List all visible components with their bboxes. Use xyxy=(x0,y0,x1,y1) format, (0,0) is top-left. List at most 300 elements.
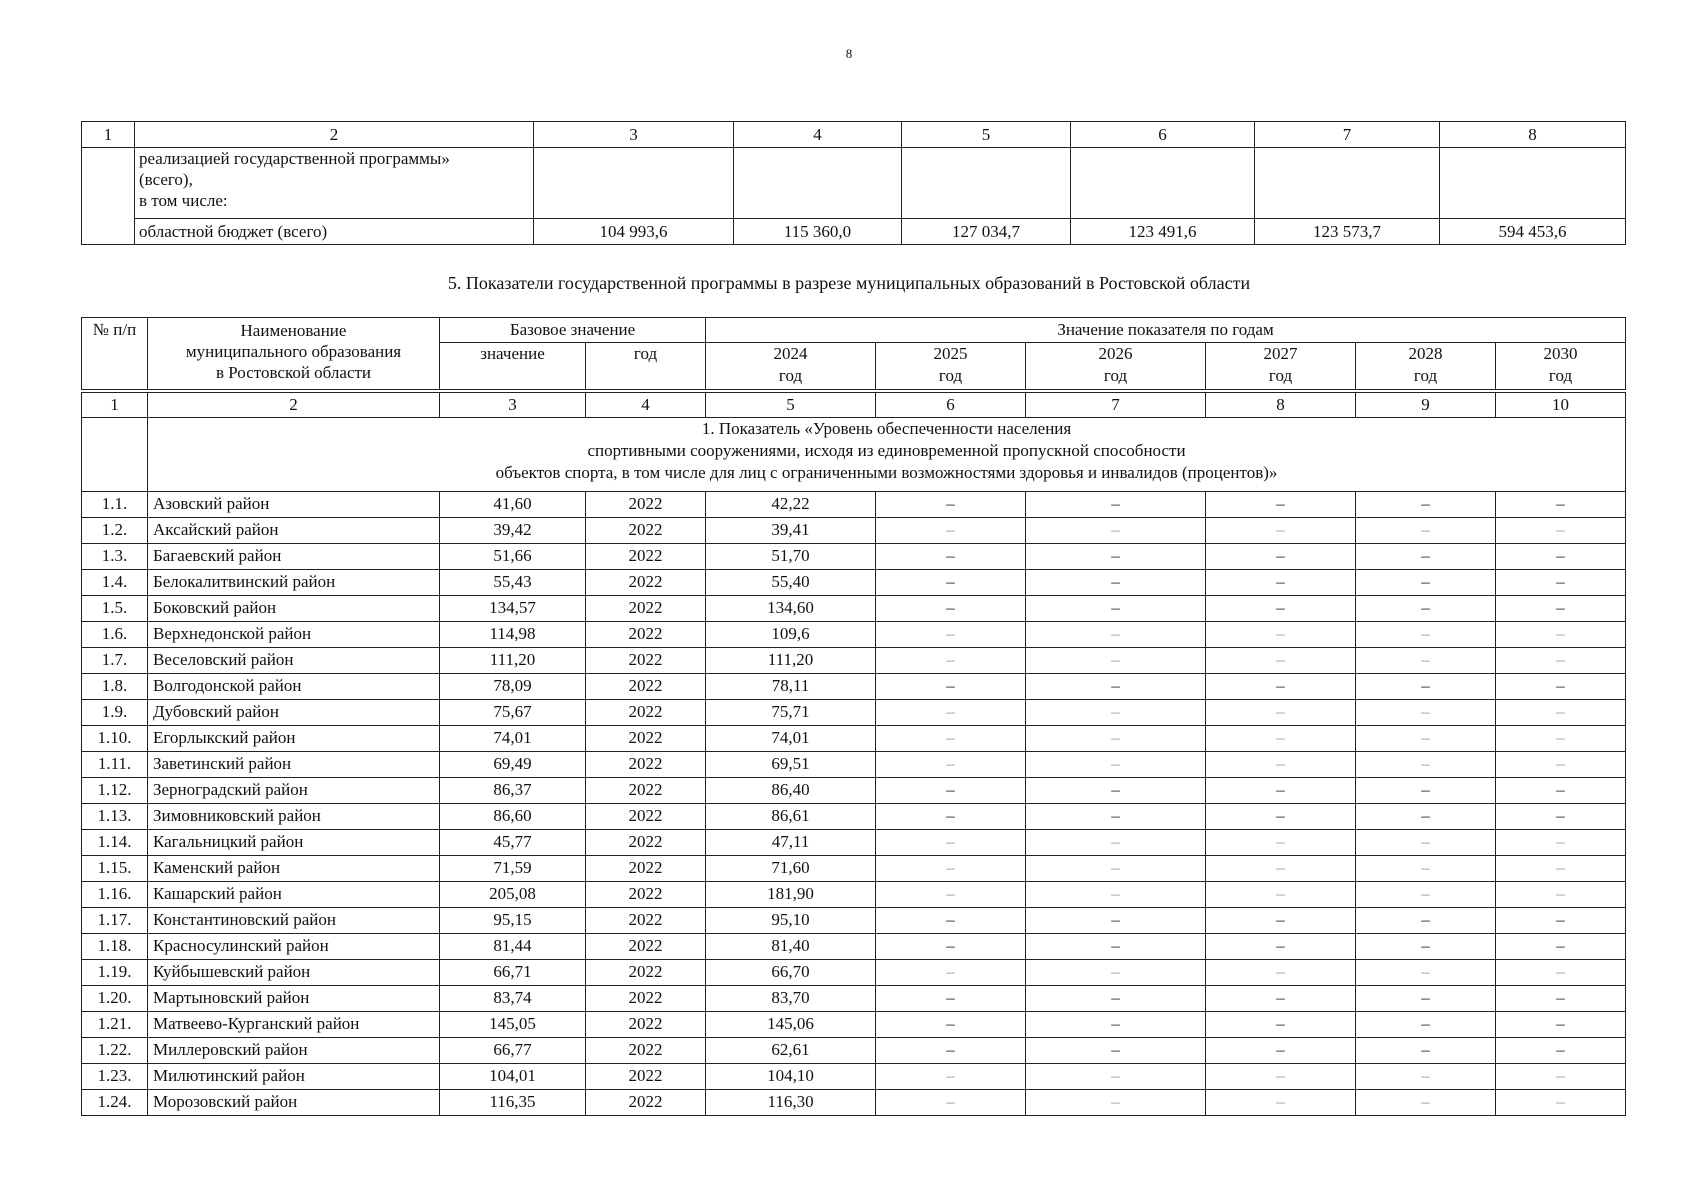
dash-cell: – xyxy=(1496,492,1626,518)
header-year xyxy=(876,343,1026,392)
base-value: 66,77 xyxy=(440,1038,586,1064)
dash-cell: – xyxy=(876,856,1026,882)
base-year: 2022 xyxy=(586,492,706,518)
value-2024: 111,20 xyxy=(706,648,876,674)
column-number: 1 xyxy=(82,122,135,148)
dash-cell: – xyxy=(1206,596,1356,622)
base-value: 51,66 xyxy=(440,544,586,570)
dash-cell: – xyxy=(1026,908,1206,934)
municipality-name: Морозовский район xyxy=(148,1090,440,1116)
year-unit: год xyxy=(1413,366,1438,385)
header-base-value: значение xyxy=(440,343,586,392)
header-year xyxy=(706,343,876,392)
row-number: 1.19. xyxy=(82,960,148,986)
base-year: 2022 xyxy=(586,856,706,882)
year-unit: год xyxy=(1548,366,1573,385)
municipality-name: Константиновский район xyxy=(148,908,440,934)
dash-cell: – xyxy=(1206,778,1356,804)
table-row xyxy=(82,986,1626,1012)
year-label: 2030 xyxy=(1543,344,1578,363)
column-number: 2 xyxy=(148,391,440,418)
budget-value: 104 993,6 xyxy=(534,219,734,245)
dash-cell: – xyxy=(1356,830,1496,856)
table-row xyxy=(82,622,1626,648)
empty-cell xyxy=(1071,148,1255,219)
row-number: 1.24. xyxy=(82,1090,148,1116)
dash-cell: – xyxy=(1026,700,1206,726)
municipality-name: Зерноградский район xyxy=(148,778,440,804)
value-2024: 134,60 xyxy=(706,596,876,622)
dash-cell: – xyxy=(876,960,1026,986)
base-value: 74,01 xyxy=(440,726,586,752)
value-2024: 42,22 xyxy=(706,492,876,518)
table-row xyxy=(82,856,1626,882)
dash-cell: – xyxy=(1206,908,1356,934)
value-2024: 83,70 xyxy=(706,986,876,1012)
header-year xyxy=(1026,343,1206,392)
year-label: 2027 xyxy=(1263,344,1298,363)
dash-cell: – xyxy=(1356,648,1496,674)
description-line: (всего), xyxy=(139,170,193,189)
dash-cell: – xyxy=(1356,934,1496,960)
dash-cell: – xyxy=(1026,1038,1206,1064)
table-row xyxy=(82,674,1626,700)
section-title: 5. Показатели государственной программы в разрезе муниципальных образований в Ростовской области xyxy=(447,273,1251,293)
dash-cell: – xyxy=(1496,908,1626,934)
value-2024: 71,60 xyxy=(706,856,876,882)
row-number: 1.17. xyxy=(82,908,148,934)
row-number: 1.3. xyxy=(82,544,148,570)
dash-cell: – xyxy=(1496,1090,1626,1116)
base-year: 2022 xyxy=(586,1090,706,1116)
dash-cell: – xyxy=(1356,882,1496,908)
municipality-name: Милютинский район xyxy=(148,1064,440,1090)
value-2024: 104,10 xyxy=(706,1064,876,1090)
table-row xyxy=(82,804,1626,830)
dash-cell: – xyxy=(1356,804,1496,830)
dash-cell: – xyxy=(1356,492,1496,518)
row-number: 1.22. xyxy=(82,1038,148,1064)
base-value: 95,15 xyxy=(440,908,586,934)
base-value: 66,71 xyxy=(440,960,586,986)
indicator-line: 1. Показатель «Уровень обеспеченности населения xyxy=(701,419,1072,438)
base-year: 2022 xyxy=(586,544,706,570)
dash-cell: – xyxy=(1496,778,1626,804)
header-year xyxy=(1356,343,1496,392)
column-number: 6 xyxy=(1071,122,1255,148)
base-value: 45,77 xyxy=(440,830,586,856)
municipality-name: Зимовниковский район xyxy=(148,804,440,830)
column-number: 10 xyxy=(1496,391,1626,418)
dash-cell: – xyxy=(1026,1064,1206,1090)
value-2024: 81,40 xyxy=(706,934,876,960)
data-rows xyxy=(82,492,1626,1116)
dash-cell: – xyxy=(1356,960,1496,986)
table-row xyxy=(82,908,1626,934)
dash-cell: – xyxy=(1496,1012,1626,1038)
base-year: 2022 xyxy=(586,908,706,934)
dash-cell: – xyxy=(1356,1038,1496,1064)
municipality-name: Дубовский район xyxy=(148,700,440,726)
indicator-heading-row xyxy=(82,418,1626,492)
value-2024: 86,40 xyxy=(706,778,876,804)
dash-cell: – xyxy=(1496,596,1626,622)
base-value: 111,20 xyxy=(440,648,586,674)
row-number: 1.13. xyxy=(82,804,148,830)
dash-cell: – xyxy=(1206,700,1356,726)
dash-cell: – xyxy=(1206,986,1356,1012)
dash-cell: – xyxy=(876,986,1026,1012)
empty-cell xyxy=(1255,148,1440,219)
empty-cell xyxy=(82,418,148,492)
description-row xyxy=(82,148,1626,219)
dash-cell: – xyxy=(1206,518,1356,544)
dash-cell: – xyxy=(1496,1064,1626,1090)
base-year: 2022 xyxy=(586,596,706,622)
column-number: 8 xyxy=(1206,391,1356,418)
table-row xyxy=(82,544,1626,570)
dash-cell: – xyxy=(1206,1090,1356,1116)
dash-cell: – xyxy=(876,882,1026,908)
base-year: 2022 xyxy=(586,726,706,752)
base-year: 2022 xyxy=(586,804,706,830)
municipal-indicators-table xyxy=(81,317,1626,1116)
dash-cell: – xyxy=(1496,700,1626,726)
year-unit: год xyxy=(778,366,803,385)
dash-cell: – xyxy=(1356,986,1496,1012)
base-year: 2022 xyxy=(586,934,706,960)
row-number: 1.9. xyxy=(82,700,148,726)
table-row xyxy=(82,960,1626,986)
program-description xyxy=(135,148,534,219)
dash-cell: – xyxy=(1356,544,1496,570)
dash-cell: – xyxy=(876,570,1026,596)
dash-cell: – xyxy=(1026,726,1206,752)
dash-cell: – xyxy=(1026,596,1206,622)
budget-value: 115 360,0 xyxy=(734,219,902,245)
municipality-name: Волгодонской район xyxy=(148,674,440,700)
municipality-name: Верхнедонской район xyxy=(148,622,440,648)
header-year xyxy=(1496,343,1626,392)
dash-cell: – xyxy=(1026,830,1206,856)
dash-cell: – xyxy=(1206,1012,1356,1038)
dash-cell: – xyxy=(1496,570,1626,596)
year-unit: год xyxy=(1103,366,1128,385)
dash-cell: – xyxy=(1496,648,1626,674)
column-number: 6 xyxy=(876,391,1026,418)
value-2024: 95,10 xyxy=(706,908,876,934)
column-number: 1 xyxy=(82,391,148,418)
dash-cell: – xyxy=(1496,726,1626,752)
indicator-line: спортивными сооружениями, исходя из единовременной пропускной способности xyxy=(587,441,1186,460)
year-label: 2026 xyxy=(1098,344,1133,363)
dash-cell: – xyxy=(1026,570,1206,596)
budget-continuation-table xyxy=(81,121,1626,245)
dash-cell: – xyxy=(1356,778,1496,804)
header-base: Базовое значение xyxy=(440,318,706,343)
dash-cell: – xyxy=(1206,648,1356,674)
value-2024: 181,90 xyxy=(706,882,876,908)
base-value: 116,35 xyxy=(440,1090,586,1116)
value-2024: 86,61 xyxy=(706,804,876,830)
empty-cell xyxy=(82,148,135,245)
municipality-name: Багаевский район xyxy=(148,544,440,570)
row-number: 1.14. xyxy=(82,830,148,856)
header-row-1 xyxy=(82,318,1626,343)
dash-cell: – xyxy=(876,700,1026,726)
dash-cell: – xyxy=(1026,518,1206,544)
header-line: в Ростовской области xyxy=(215,363,372,382)
base-year: 2022 xyxy=(586,830,706,856)
row-number: 1.1. xyxy=(82,492,148,518)
value-2024: 47,11 xyxy=(706,830,876,856)
table-row xyxy=(82,518,1626,544)
header-years: Значение показателя по годам xyxy=(706,318,1626,343)
empty-cell xyxy=(902,148,1071,219)
dash-cell: – xyxy=(1496,622,1626,648)
row-number: 1.11. xyxy=(82,752,148,778)
dash-cell: – xyxy=(1356,1012,1496,1038)
dash-cell: – xyxy=(1356,1090,1496,1116)
row-number: 1.12. xyxy=(82,778,148,804)
dash-cell: – xyxy=(1356,622,1496,648)
dash-cell: – xyxy=(1026,622,1206,648)
base-year: 2022 xyxy=(586,752,706,778)
dash-cell: – xyxy=(1206,570,1356,596)
base-value: 75,67 xyxy=(440,700,586,726)
dash-cell: – xyxy=(876,804,1026,830)
column-number: 5 xyxy=(902,122,1071,148)
dash-cell: – xyxy=(1026,492,1206,518)
base-year: 2022 xyxy=(586,1038,706,1064)
dash-cell: – xyxy=(1496,934,1626,960)
year-label: 2025 xyxy=(933,344,968,363)
row-number: 1.18. xyxy=(82,934,148,960)
empty-cell xyxy=(534,148,734,219)
column-number-row xyxy=(82,391,1626,418)
municipality-name: Азовский район xyxy=(148,492,440,518)
dash-cell: – xyxy=(1206,544,1356,570)
dash-cell: – xyxy=(1206,856,1356,882)
table-row xyxy=(82,700,1626,726)
municipality-name: Боковский район xyxy=(148,596,440,622)
dash-cell: – xyxy=(1356,570,1496,596)
dash-cell: – xyxy=(876,544,1026,570)
value-2024: 66,70 xyxy=(706,960,876,986)
dash-cell: – xyxy=(1026,856,1206,882)
dash-cell: – xyxy=(1356,856,1496,882)
dash-cell: – xyxy=(1026,986,1206,1012)
table-row xyxy=(82,1038,1626,1064)
dash-cell: – xyxy=(1356,518,1496,544)
dash-cell: – xyxy=(1026,1090,1206,1116)
dash-cell: – xyxy=(876,830,1026,856)
page-number: 8 xyxy=(845,46,853,61)
base-year: 2022 xyxy=(586,882,706,908)
column-number: 4 xyxy=(586,391,706,418)
row-number: 1.23. xyxy=(82,1064,148,1090)
header-line: Наименование xyxy=(240,321,347,340)
dash-cell: – xyxy=(1206,674,1356,700)
dash-cell: – xyxy=(1206,934,1356,960)
dash-cell: – xyxy=(876,934,1026,960)
row-number: 1.7. xyxy=(82,648,148,674)
row-number: 1.2. xyxy=(82,518,148,544)
dash-cell: – xyxy=(1026,882,1206,908)
dash-cell: – xyxy=(1206,830,1356,856)
header-municipality xyxy=(148,318,440,392)
dash-cell: – xyxy=(876,622,1026,648)
year-label: 2024 xyxy=(773,344,808,363)
year-unit: год xyxy=(1268,366,1293,385)
table-row xyxy=(82,752,1626,778)
budget-value: 123 573,7 xyxy=(1255,219,1440,245)
table-row xyxy=(82,570,1626,596)
base-value: 134,57 xyxy=(440,596,586,622)
dash-cell: – xyxy=(1496,882,1626,908)
base-year: 2022 xyxy=(586,700,706,726)
value-2024: 78,11 xyxy=(706,674,876,700)
municipality-name: Миллеровский район xyxy=(148,1038,440,1064)
dash-cell: – xyxy=(1206,804,1356,830)
municipality-name: Кагальницкий район xyxy=(148,830,440,856)
dash-cell: – xyxy=(1496,856,1626,882)
empty-cell xyxy=(1440,148,1626,219)
base-value: 39,42 xyxy=(440,518,586,544)
municipality-name: Заветинский район xyxy=(148,752,440,778)
dash-cell: – xyxy=(1356,674,1496,700)
municipality-name: Каменский район xyxy=(148,856,440,882)
base-value: 205,08 xyxy=(440,882,586,908)
row-number: 1.15. xyxy=(82,856,148,882)
dash-cell: – xyxy=(1026,778,1206,804)
base-value: 145,05 xyxy=(440,1012,586,1038)
value-2024: 51,70 xyxy=(706,544,876,570)
dash-cell: – xyxy=(1356,596,1496,622)
dash-cell: – xyxy=(876,648,1026,674)
municipality-name: Матвеево-Курганский район xyxy=(148,1012,440,1038)
base-value: 86,60 xyxy=(440,804,586,830)
municipality-name: Веселовский район xyxy=(148,648,440,674)
column-number: 3 xyxy=(534,122,734,148)
column-number: 3 xyxy=(440,391,586,418)
row-number: 1.4. xyxy=(82,570,148,596)
year-unit: год xyxy=(938,366,963,385)
municipality-name: Кашарский район xyxy=(148,882,440,908)
dash-cell: – xyxy=(876,726,1026,752)
dash-cell: – xyxy=(1206,752,1356,778)
base-year: 2022 xyxy=(586,674,706,700)
base-year: 2022 xyxy=(586,1064,706,1090)
header-line: муниципального образования xyxy=(185,342,402,361)
dash-cell: – xyxy=(1026,544,1206,570)
dash-cell: – xyxy=(1496,1038,1626,1064)
table-row xyxy=(82,1064,1626,1090)
table-row xyxy=(82,830,1626,856)
dash-cell: – xyxy=(876,492,1026,518)
header-base-year: год xyxy=(586,343,706,392)
dash-cell: – xyxy=(1206,1038,1356,1064)
municipality-name: Красносулинский район xyxy=(148,934,440,960)
column-number-row xyxy=(82,122,1626,148)
table-row xyxy=(82,726,1626,752)
base-year: 2022 xyxy=(586,778,706,804)
dash-cell: – xyxy=(1026,960,1206,986)
dash-cell: – xyxy=(876,1064,1026,1090)
base-value: 83,74 xyxy=(440,986,586,1012)
row-number: 1.16. xyxy=(82,882,148,908)
header-num: № п/п xyxy=(82,318,148,392)
budget-label: областной бюджет (всего) xyxy=(135,219,534,245)
description-line: в том числе: xyxy=(139,191,228,210)
year-label: 2028 xyxy=(1408,344,1443,363)
dash-cell: – xyxy=(1356,700,1496,726)
dash-cell: – xyxy=(1356,752,1496,778)
column-number: 5 xyxy=(706,391,876,418)
column-number: 4 xyxy=(734,122,902,148)
base-value: 86,37 xyxy=(440,778,586,804)
base-value: 78,09 xyxy=(440,674,586,700)
table-row xyxy=(82,648,1626,674)
empty-cell xyxy=(734,148,902,219)
dash-cell: – xyxy=(876,908,1026,934)
value-2024: 145,06 xyxy=(706,1012,876,1038)
table-row xyxy=(82,934,1626,960)
municipality-name: Аксайский район xyxy=(148,518,440,544)
value-2024: 55,40 xyxy=(706,570,876,596)
dash-cell: – xyxy=(876,1012,1026,1038)
dash-cell: – xyxy=(1026,934,1206,960)
dash-cell: – xyxy=(876,596,1026,622)
value-2024: 62,61 xyxy=(706,1038,876,1064)
table-row xyxy=(82,778,1626,804)
base-year: 2022 xyxy=(586,518,706,544)
dash-cell: – xyxy=(876,1038,1026,1064)
dash-cell: – xyxy=(1496,674,1626,700)
dash-cell: – xyxy=(1026,674,1206,700)
base-value: 114,98 xyxy=(440,622,586,648)
dash-cell: – xyxy=(1206,492,1356,518)
base-year: 2022 xyxy=(586,622,706,648)
dash-cell: – xyxy=(1496,830,1626,856)
dash-cell: – xyxy=(876,752,1026,778)
base-value: 55,43 xyxy=(440,570,586,596)
value-2024: 74,01 xyxy=(706,726,876,752)
dash-cell: – xyxy=(1496,960,1626,986)
column-number: 8 xyxy=(1440,122,1626,148)
row-number: 1.10. xyxy=(82,726,148,752)
base-year: 2022 xyxy=(586,1012,706,1038)
dash-cell: – xyxy=(1026,804,1206,830)
budget-value: 594 453,6 xyxy=(1440,219,1626,245)
dash-cell: – xyxy=(876,778,1026,804)
dash-cell: – xyxy=(1026,648,1206,674)
dash-cell: – xyxy=(1496,804,1626,830)
budget-row xyxy=(82,219,1626,245)
column-number: 7 xyxy=(1255,122,1440,148)
base-year: 2022 xyxy=(586,648,706,674)
row-number: 1.6. xyxy=(82,622,148,648)
table-row xyxy=(82,1090,1626,1116)
base-year: 2022 xyxy=(586,986,706,1012)
indicator-line: объектов спорта, в том числе для лиц с ограниченными возможностями здоровья и инвалидов (процентов)» xyxy=(495,463,1278,482)
municipality-name: Егорлыкский район xyxy=(148,726,440,752)
dash-cell: – xyxy=(1206,622,1356,648)
budget-value: 123 491,6 xyxy=(1071,219,1255,245)
municipality-name: Мартыновский район xyxy=(148,986,440,1012)
table-row xyxy=(82,882,1626,908)
dash-cell: – xyxy=(1206,960,1356,986)
